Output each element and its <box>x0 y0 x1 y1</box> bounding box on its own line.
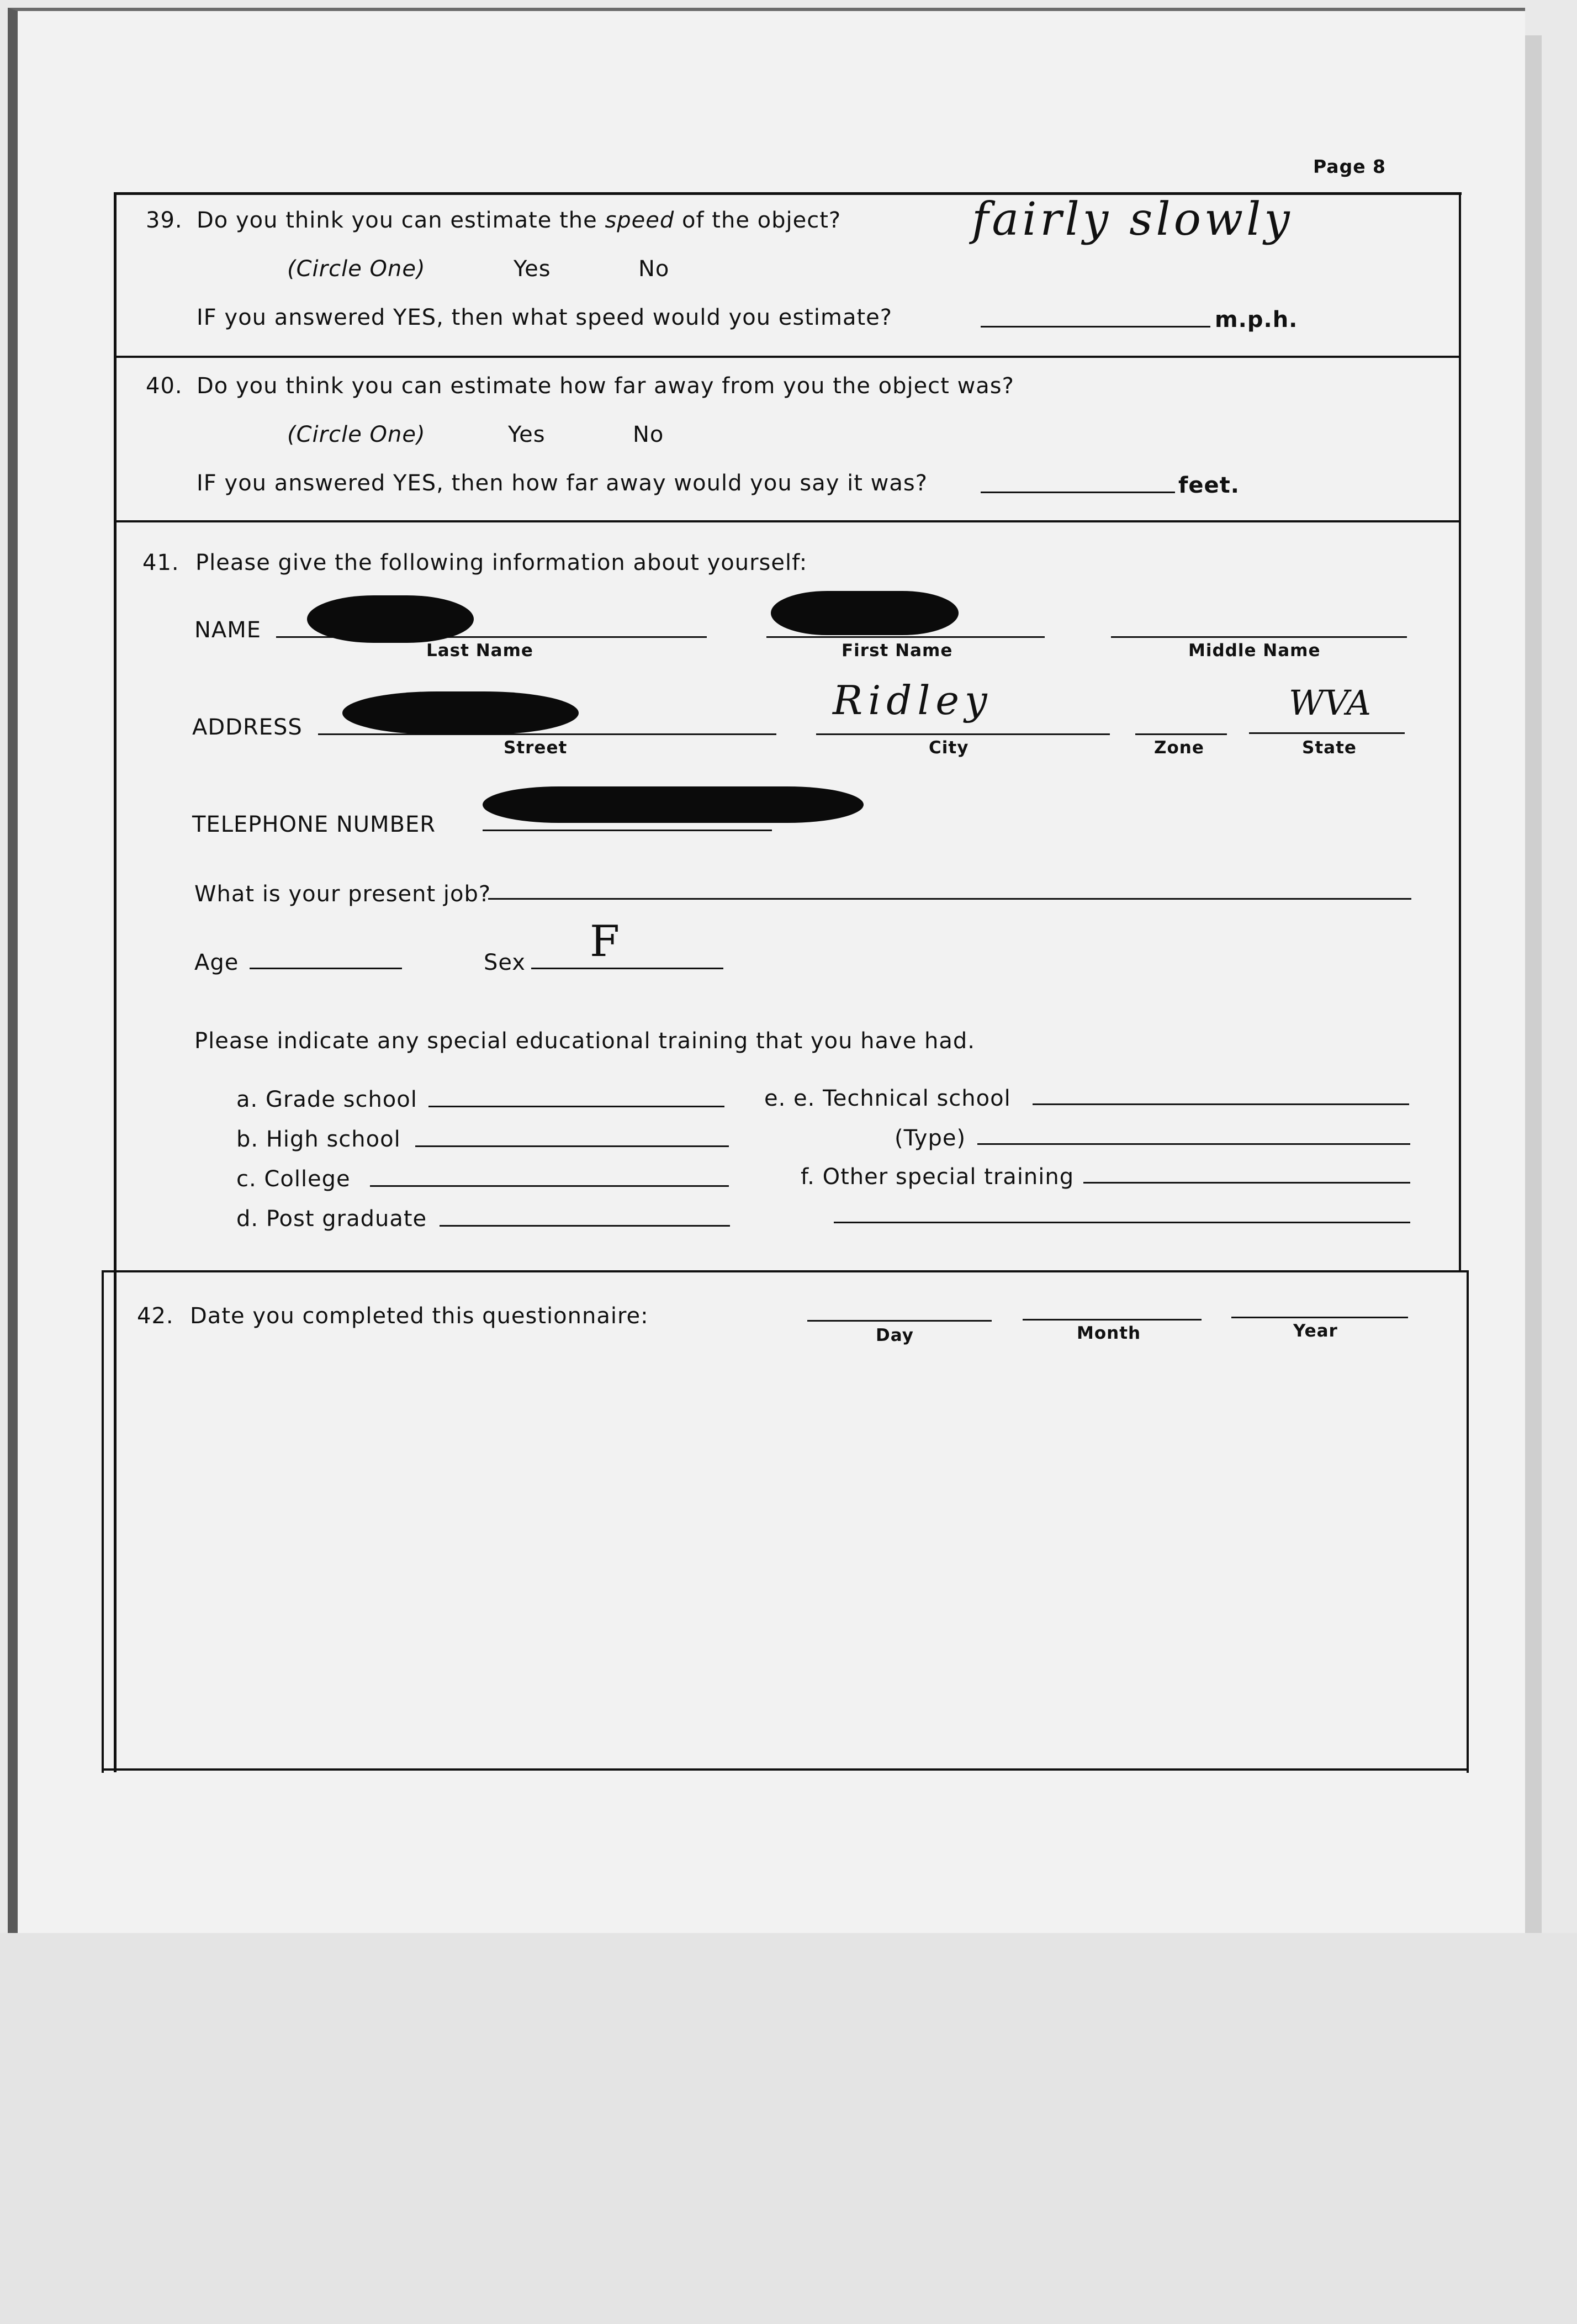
training-high-school-label: b. High school <box>236 1127 401 1152</box>
telephone-field[interactable] <box>483 830 772 831</box>
q41-number: 41. <box>142 550 179 575</box>
address-label: ADDRESS <box>192 715 303 740</box>
divider-39-40 <box>114 356 1459 358</box>
q40-distance-field[interactable] <box>981 492 1175 493</box>
first-name-field[interactable] <box>766 636 1045 638</box>
date-month-field[interactable] <box>1023 1319 1202 1321</box>
q39-handwritten-answer: fairly slowly <box>972 193 1293 246</box>
training-grade-school-field[interactable] <box>428 1106 724 1107</box>
telephone-label: TELEPHONE NUMBER <box>192 812 436 837</box>
age-field[interactable] <box>250 968 402 969</box>
training-type-label: (Type) <box>895 1126 966 1151</box>
age-label: Age <box>194 950 239 975</box>
form-border-right <box>1459 192 1461 1270</box>
city-field[interactable] <box>816 733 1110 735</box>
date-year-field[interactable] <box>1231 1317 1408 1318</box>
q39-no-option[interactable]: No <box>638 256 670 282</box>
q39-followup: IF you answered YES, then what speed would you estimate? <box>197 305 893 330</box>
job-field[interactable] <box>488 898 1411 900</box>
sex-field[interactable] <box>531 968 723 969</box>
divider-41-42 <box>102 1270 1469 1272</box>
q39-yes-option[interactable]: Yes <box>514 256 551 282</box>
training-other-field[interactable] <box>1083 1182 1410 1184</box>
q39-question-post: of the object? <box>682 208 842 233</box>
first-name-caption: First Name <box>842 641 953 661</box>
q40-unit: feet. <box>1178 473 1240 498</box>
q40-circle-one: (Circle One) <box>287 422 426 447</box>
date-day-caption: Day <box>876 1325 914 1345</box>
street-field[interactable] <box>318 733 776 735</box>
last-name-caption: Last Name <box>426 641 533 661</box>
training-intro: Please indicate any special educational training that you have had. <box>194 1028 976 1054</box>
q40-followup: IF you answered YES, then how far away would you say it was? <box>197 471 928 496</box>
q39-question-pre: Do you think you can estimate the <box>197 208 597 233</box>
training-grade-school-label: a. Grade school <box>236 1087 417 1112</box>
q39-number: 39. <box>146 208 183 233</box>
street-caption: Street <box>504 738 568 758</box>
q39-speed-field[interactable] <box>981 326 1210 328</box>
training-post-graduate-label: d. Post graduate <box>236 1206 427 1232</box>
date-day-field[interactable] <box>807 1320 992 1322</box>
state-field[interactable] <box>1249 732 1405 734</box>
training-technical-school-label: e. e. Technical school <box>764 1086 1011 1111</box>
job-label: What is your present job? <box>194 881 491 907</box>
date-year-caption: Year <box>1293 1321 1338 1341</box>
form-border-right-lower <box>1467 1270 1469 1773</box>
training-technical-school-field[interactable] <box>1033 1103 1409 1105</box>
training-other-label: f. Other special training <box>801 1164 1075 1190</box>
state-caption: State <box>1302 738 1357 758</box>
middle-name-field[interactable] <box>1111 636 1407 638</box>
form-border-bottom <box>102 1768 1469 1771</box>
sex-handwritten: F <box>590 917 620 966</box>
q39-question-emphasis: speed <box>605 208 675 233</box>
training-high-school-field[interactable] <box>415 1145 729 1147</box>
q41-intro: Please give the following information about yourself: <box>195 550 808 575</box>
redaction-first-name <box>771 591 959 635</box>
city-handwritten: Ridley <box>833 677 993 723</box>
sex-label: Sex <box>484 950 526 975</box>
q40-question: Do you think you can estimate how far away from you the object was? <box>197 373 1014 399</box>
scan-background <box>0 1933 1577 2324</box>
middle-name-caption: Middle Name <box>1188 641 1321 661</box>
q42-number: 42. <box>137 1303 174 1329</box>
redaction-last-name <box>307 595 474 643</box>
name-label: NAME <box>194 617 262 643</box>
q40-yes-option[interactable]: Yes <box>508 422 546 447</box>
zone-caption: Zone <box>1154 738 1204 758</box>
city-caption: City <box>929 738 969 758</box>
redaction-street <box>342 691 579 735</box>
divider-40-41 <box>114 520 1459 522</box>
training-post-graduate-field[interactable] <box>440 1225 730 1227</box>
training-college-label: c. College <box>236 1166 351 1192</box>
form-border-left-lower <box>102 1270 104 1773</box>
training-college-field[interactable] <box>370 1185 729 1187</box>
state-handwritten: WVA <box>1289 683 1372 723</box>
q40-no-option[interactable]: No <box>633 422 664 447</box>
date-month-caption: Month <box>1077 1323 1141 1343</box>
q42-question: Date you completed this questionnaire: <box>190 1303 649 1329</box>
q39-unit: m.p.h. <box>1215 307 1298 332</box>
zone-field[interactable] <box>1135 733 1227 735</box>
q39-question <box>197 208 841 233</box>
training-other-field-line2[interactable] <box>834 1222 1410 1223</box>
q40-number: 40. <box>146 373 183 399</box>
redaction-telephone <box>483 786 864 823</box>
q39-circle-one: (Circle One) <box>287 256 426 282</box>
page-number: Page 8 <box>1313 156 1387 177</box>
training-type-field[interactable] <box>977 1143 1410 1145</box>
